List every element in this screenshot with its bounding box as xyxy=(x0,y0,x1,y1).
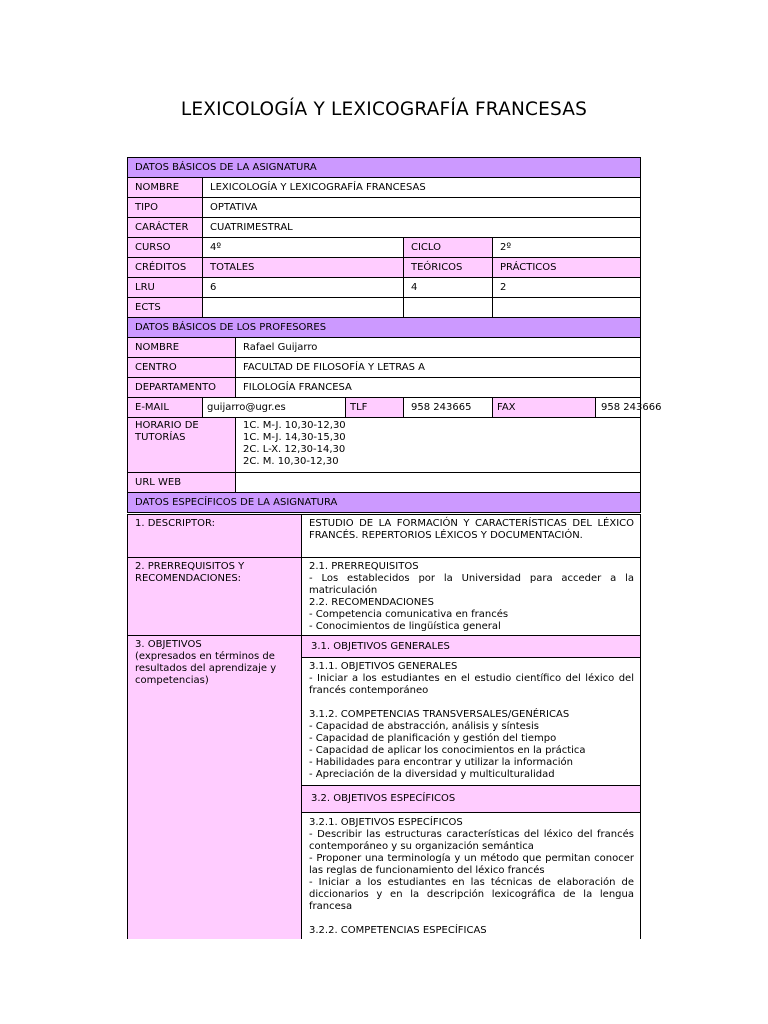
objetivos-generales-header: 3.1. OBJETIVOS GENERALES xyxy=(302,636,641,658)
curso-value: 4º xyxy=(203,238,404,258)
competencia-item: - Capacidad de aplicar los conocimientos en la práctica xyxy=(309,745,586,756)
objetivo-especifico-item: - Describir las estructuras características del léxico del francés contemporáneo y su organización semántica xyxy=(309,829,634,852)
competencias-especificas-title: 3.2.2. COMPETENCIAS ESPECÍFICAS xyxy=(309,925,487,936)
caracter-label: CARÁCTER xyxy=(128,218,203,238)
nombre-label: NOMBRE xyxy=(128,178,203,198)
objetivos-generales-title: 3.1.1. OBJETIVOS GENERALES xyxy=(309,661,458,672)
lru-practicos: 2 xyxy=(493,278,641,298)
curso-label: CURSO xyxy=(128,238,203,258)
creditos-label: CRÉDITOS xyxy=(128,258,203,278)
competencia-item: - Habilidades para encontrar y utilizar la información xyxy=(309,757,574,768)
descriptor-value: ESTUDIO DE LA FORMACIÓN Y CARACTERÍSTICAS DEL LÉXICO FRANCÉS. REPERTORIOS LÉXICOS Y DOCUMENTACIÓN. xyxy=(302,515,641,558)
basic-data-table xyxy=(127,157,662,513)
lru-totales: 6 xyxy=(203,278,404,298)
objetivos-especificos-content xyxy=(302,813,641,940)
departamento-value: FILOLOGÍA FRANCESA xyxy=(236,378,641,398)
email-label: E-MAIL xyxy=(128,398,203,418)
url-label: URL WEB xyxy=(128,473,236,493)
horario-line: 2C. L-X. 12,30-14,30 xyxy=(243,444,346,455)
departamento-label: DEPARTAMENTO xyxy=(128,378,236,398)
teoricos-label: TEÓRICOS xyxy=(404,258,493,278)
horario-label xyxy=(128,418,236,473)
recomendacion-item: - Conocimientos de lingüística general xyxy=(309,621,501,632)
totales-label: TOTALES xyxy=(203,258,404,278)
ects-practicos xyxy=(493,298,641,318)
objetivos-label-note: (expresados en términos de resultados del aprendizaje y competencias) xyxy=(135,651,277,686)
objetivos-generales-content xyxy=(302,658,641,786)
section-header-asignatura: DATOS BÁSICOS DE LA ASIGNATURA xyxy=(128,158,641,178)
competencia-item: - Capacidad de planificación y gestión del tiempo xyxy=(309,733,557,744)
horario-line: 2C. M. 10,30-12,30 xyxy=(243,456,339,467)
section-header-profesores: DATOS BÁSICOS DE LOS PROFESORES xyxy=(128,318,641,338)
profesor-nombre-label: NOMBRE xyxy=(128,338,236,358)
objetivo-especifico-item: - Proponer una terminología y un método que permitan conocer las reglas de funcionamiento del léxico francés xyxy=(309,853,634,876)
tlf-value: 958 243665 xyxy=(404,398,493,418)
ects-totales xyxy=(203,298,404,318)
practicos-label: PRÁCTICOS xyxy=(493,258,641,278)
objetivos-generales-text: - Iniciar a los estudiantes en el estudio científico del léxico del francés contemporáneo xyxy=(309,673,634,696)
fax-label: FAX xyxy=(493,398,596,418)
caracter-value: CUATRIMESTRAL xyxy=(203,218,641,238)
prerrequisitos-title: 2.1. PRERREQUISITOS xyxy=(309,561,419,572)
objetivos-label xyxy=(128,636,302,940)
profesor-nombre-value: Rafael Guijarro xyxy=(236,338,641,358)
objetivos-especificos-title: 3.2.1. OBJETIVOS ESPECÍFICOS xyxy=(309,817,463,828)
horario-line: 1C. M-J. 10,30-12,30 xyxy=(243,420,346,431)
objetivos-especificos-header: 3.2. OBJETIVOS ESPECÍFICOS xyxy=(302,786,641,813)
recomendaciones-title: 2.2. RECOMENDACIONES xyxy=(309,597,434,608)
horario-label-line-1: HORARIO DE xyxy=(135,420,199,431)
centro-value: FACULTAD DE FILOSOFÍA Y LETRAS A xyxy=(236,358,641,378)
descriptor-label: 1. DESCRIPTOR: xyxy=(128,515,302,558)
prerrequisitos-text: - Los establecidos por la Universidad para acceder a la matriculación xyxy=(309,573,634,596)
centro-label: CENTRO xyxy=(128,358,236,378)
tlf-label: TLF xyxy=(346,398,404,418)
competencia-item: - Apreciación de la diversidad y multiculturalidad xyxy=(309,769,555,780)
tipo-label: TIPO xyxy=(128,198,203,218)
nombre-value: LEXICOLOGÍA Y LEXICOGRAFÍA FRANCESAS xyxy=(203,178,641,198)
page-title: LEXICOLOGÍA Y LEXICOGRAFÍA FRANCESAS xyxy=(180,99,588,120)
ects-teoricos xyxy=(404,298,493,318)
competencia-item: - Capacidad de abstracción, análisis y síntesis xyxy=(309,721,539,732)
specific-data-table xyxy=(127,514,641,939)
lru-teoricos: 4 xyxy=(404,278,493,298)
horario-line: 1C. M-J. 14,30-15,30 xyxy=(243,432,346,443)
ciclo-label: CICLO xyxy=(404,238,493,258)
email-value: guijarro@ugr.es xyxy=(203,398,346,418)
prerrequisitos-label: 2. PRERREQUISITOS Y RECOMENDACIONES: xyxy=(128,558,302,636)
horario-label-line-2: TUTORÍAS xyxy=(135,432,186,443)
section-header-especificos: DATOS ESPECÍFICOS DE LA ASIGNATURA xyxy=(128,493,641,513)
tipo-value: OPTATIVA xyxy=(203,198,641,218)
recomendacion-item: - Competencia comunicativa en francés xyxy=(309,609,509,620)
ects-label: ECTS xyxy=(128,298,203,318)
objetivo-especifico-item: - Iniciar a los estudiantes en las técnicas de elaboración de diccionarios y en la descripción lexicográfica de la lengua francesa xyxy=(309,877,634,912)
prerrequisitos-content xyxy=(302,558,641,636)
url-value xyxy=(236,473,641,493)
objetivos-label-title: 3. OBJETIVOS xyxy=(135,639,202,650)
ciclo-value: 2º xyxy=(493,238,641,258)
horario-value xyxy=(236,418,641,473)
fax-value: 958 243666 xyxy=(596,398,641,418)
competencias-transversales-title: 3.1.2. COMPETENCIAS TRANSVERSALES/GENÉRICAS xyxy=(309,709,570,720)
lru-label: LRU xyxy=(128,278,203,298)
